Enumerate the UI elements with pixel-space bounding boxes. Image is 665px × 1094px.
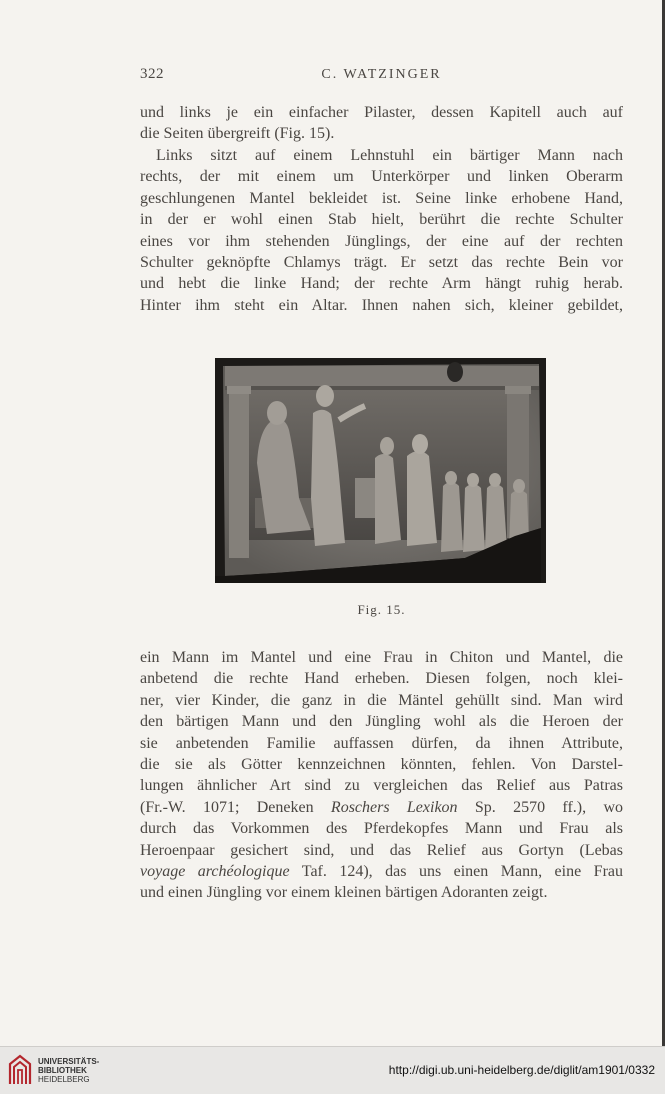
library-line: UNIVERSITÄTS-: [38, 1057, 100, 1066]
text-line: Schulter geknöpfte Chlamys trägt. Er setzt das rechte Bein vor: [140, 253, 623, 271]
page-number: 322: [140, 66, 164, 82]
library-line: BIBLIOTHEK: [38, 1066, 87, 1075]
text-line: Links sitzt auf einem Lehnstuhl ein bärtiger Mann nach: [156, 147, 623, 164]
italic-title: voyage archéologique: [140, 862, 290, 880]
italic-title: Roschers Lexikon: [330, 798, 458, 816]
text-line: durch das Vorkommen des Pferdekopfes Mann und Frau als: [140, 820, 623, 838]
text-line: Heroenpaar gesichert sind, und das Relief aus Gortyn (Lebas: [140, 841, 623, 859]
text-line: sie anbetenden Familie auffassen dürfen, da ihnen Attribute,: [140, 734, 623, 752]
relief-photograph: [215, 358, 546, 583]
library-line: HEIDELBERG: [38, 1075, 90, 1084]
text-line: die Seiten übergreift (Fig. 15).: [140, 125, 335, 143]
paragraph-3: [140, 647, 623, 904]
text-line-with-italic: [140, 861, 623, 882]
text-line: ein Mann im Mantel und eine Frau in Chiton und Mantel, die: [140, 649, 623, 666]
ub-heidelberg-logo-icon[interactable]: [8, 1054, 32, 1086]
text-line: ner, vier Kinder, die ganz in die Mäntel gehüllt sind. Man wird: [140, 691, 623, 709]
text-line: Hinter ihm steht ein Altar. Ihnen nahen sich, kleiner gebildet,: [140, 296, 623, 314]
text-line: eines vor ihm stehenden Jünglings, der eine auf der rechten: [140, 232, 623, 250]
text-line: und hebt die linke Hand; der rechte Arm hängt ruhig herab.: [140, 275, 623, 293]
text-line-with-italic: [140, 797, 623, 818]
library-name: [38, 1057, 99, 1084]
text-segment: Taf. 124), das uns einen Mann, eine Frau: [289, 862, 623, 880]
text-segment: (Fr.-W. 1071; Deneken: [140, 798, 331, 816]
page-header: [140, 66, 623, 90]
running-head: C. WATZINGER: [321, 67, 442, 82]
digitization-footer: [0, 1046, 665, 1094]
text-segment: Sp. 2570 ff.), wo: [457, 798, 624, 816]
paragraph-2: [140, 145, 623, 316]
permalink-url[interactable]: http://digi.ub.uni-heidelberg.de/diglit/am1901/0332: [388, 1063, 655, 1077]
text-line: und einen Jüngling vor einem kleinen bärtigen Adoranten zeigt.: [140, 884, 548, 902]
text-line: und links je ein einfacher Pilaster, dessen Kapitell auch auf: [140, 104, 623, 121]
text-line: den bärtigen Mann und den Jüngling wohl als die Heroen der: [140, 713, 623, 731]
text-line: in der er wohl einen Stab hielt, berührt die rechte Schulter: [140, 211, 623, 229]
text-line: anbetend die rechte Hand erheben. Diesen folgen, noch klei-: [140, 670, 623, 688]
relief-image: [215, 358, 546, 583]
text-line: die sie als Götter kennzeichnen könnten, fehlen. Von Darstel-: [140, 755, 623, 773]
figure-caption: Fig. 15.: [357, 602, 406, 617]
paragraph-1: [140, 102, 623, 145]
text-line: lungen ähnlicher Art sind zu vergleichen das Relief aus Patras: [140, 777, 623, 795]
text-line: geschlungenen Mantel bekleidet ist. Seine linke erhobene Hand,: [140, 189, 623, 207]
text-line: rechts, der mit einem um Unterkörper und linken Oberarm: [140, 168, 623, 186]
